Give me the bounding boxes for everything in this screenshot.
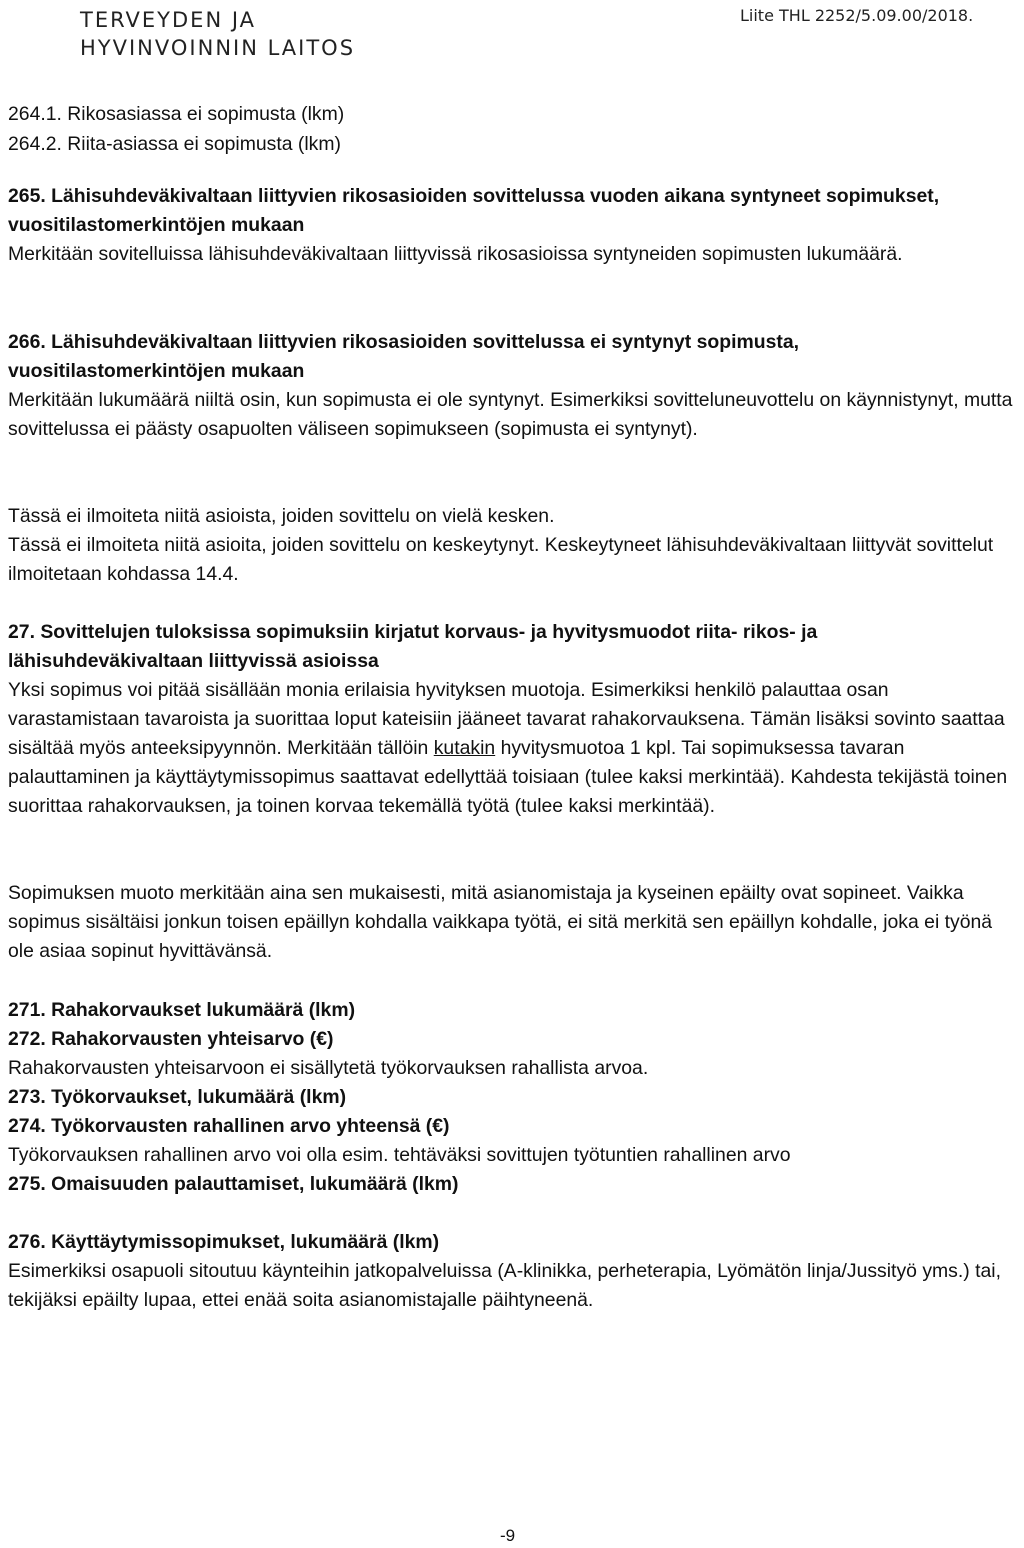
section-27-text	[8, 676, 1014, 821]
item-271: 271. Rahakorvaukset lukumäärä (lkm)	[8, 999, 356, 1021]
section-27-text-part2: hyvitysmuotoa 1 kpl. Tai sopimuksessa tavaran palauttaminen ja käyttäytymissopimus saattavat edellyttää toisiaan (tulee kaksi merkintää). Kahdesta tekijästä toinen suorittaa rahakorvauksen, ja toinen korvaa tekemällä työtä (tulee kaksi merkintää).	[8, 737, 1008, 817]
item-274: 274. Työkorvausten rahallinen arvo yhteensä (€)	[8, 1115, 450, 1137]
item-276-text: Esimerkiksi osapuoli sitoutuu käynteihin jatkopalveluissa (A-klinikka, perheterapia, Lyömätön linja/Jussityö yms.) tai, tekijäksi epäilty lupaa, ettei enää soita asianomistajalle päihtyneenä.	[8, 1260, 1001, 1311]
item-264-1: 264.1. Rikosasiassa ei sopimusta (lkm)	[8, 103, 345, 125]
page-number: -9	[500, 1526, 516, 1545]
emphasis-underlined: kutakin	[433, 737, 496, 759]
section-266-text: Merkitään lukumäärä niiltä osin, kun sopimusta ei ole syntynyt. Esimerkiksi sovitteluneuvottelu on käynnistynyt, mutta sovittelussa ei päästy osapuolten väliseen sopimukseen (sopimusta ei syntynyt).	[8, 389, 1013, 440]
section-27-text-part1: Yksi sopimus voi pitää sisällään monia erilaisia hyvityksen muotoja. Esimerkiksi henkilö palauttaa osan varastamistaan tavaroista ja suorittaa loput kateisiin jääneet tavarat rahakorvauksena. Tämän lisäksi sovinto saattaa sisältää myös anteeksipyynnön. Merkitään tällöin	[8, 679, 1005, 759]
item-264-2: 264.2. Riita-asiassa ei sopimusta (lkm)	[8, 133, 341, 155]
section-266-note-interrupted: Tässä ei ilmoiteta niitä asioita, joiden sovittelu on keskeytynyt. Keskeytyneet lähisuhdeväkivaltaan liittyvät sovittelut ilmoitetaan kohdassa 14.4.	[8, 534, 994, 585]
organization-name-line1: TERVEYDEN JA	[80, 8, 257, 32]
section-266-heading: 266. Lähisuhdeväkivaltaan liittyvien rikosasioiden sovittelussa ei syntynyt sopimusta, vuositilastomerkintöjen mukaan	[8, 331, 800, 382]
item-273: 273. Työkorvaukset, lukumäärä (lkm)	[8, 1086, 347, 1108]
section-27-text-2: Sopimuksen muoto merkitään aina sen mukaisesti, mitä asianomistaja ja kyseinen epäilty ovat sopineet. Vaikka sopimus sisältäisi jonkun toisen epäillyn kohdalla vaikkapa työtä, ei sitä merkitä sen epäillyn kohdalle, joka ei työnä ole asiaa sopinut hyvittävänsä.	[8, 882, 993, 962]
item-274-text: Työkorvauksen rahallinen arvo voi olla esim. tehtäväksi sovittujen työtuntien rahallinen arvo	[8, 1144, 791, 1166]
organization-name-line2: HYVINVOINNIN LAITOS	[80, 36, 356, 60]
section-266-note-pending: Tässä ei ilmoiteta niitä asioista, joiden sovittelu on vielä kesken.	[8, 505, 555, 527]
organization-name	[80, 6, 355, 62]
document-reference: Liite THL 2252/5.09.00/2018.	[740, 6, 974, 25]
section-265-heading: 265. Lähisuhdeväkivaltaan liittyvien rikosasioiden sovittelussa vuoden aikana syntyneet sopimukset, vuositilastomerkintöjen mukaan	[8, 185, 940, 236]
section-265-text: Merkitään sovitelluissa lähisuhdeväkivaltaan liittyvissä rikosasioissa syntyneiden sopimusten lukumäärä.	[8, 243, 903, 265]
item-272: 272. Rahakorvausten yhteisarvo (€)	[8, 1028, 334, 1050]
item-276: 276. Käyttäytymissopimukset, lukumäärä (lkm)	[8, 1231, 440, 1253]
item-272-text: Rahakorvausten yhteisarvoon ei sisällytetä työkorvauksen rahallista arvoa.	[8, 1057, 649, 1079]
section-27-heading: 27. Sovittelujen tuloksissa sopimuksiin kirjatut korvaus- ja hyvitysmuodot riita- rikos- ja lähisuhdeväkivaltaan liittyvissä asioissa	[8, 621, 818, 672]
item-275: 275. Omaisuuden palauttamiset, lukumäärä (lkm)	[8, 1173, 459, 1195]
